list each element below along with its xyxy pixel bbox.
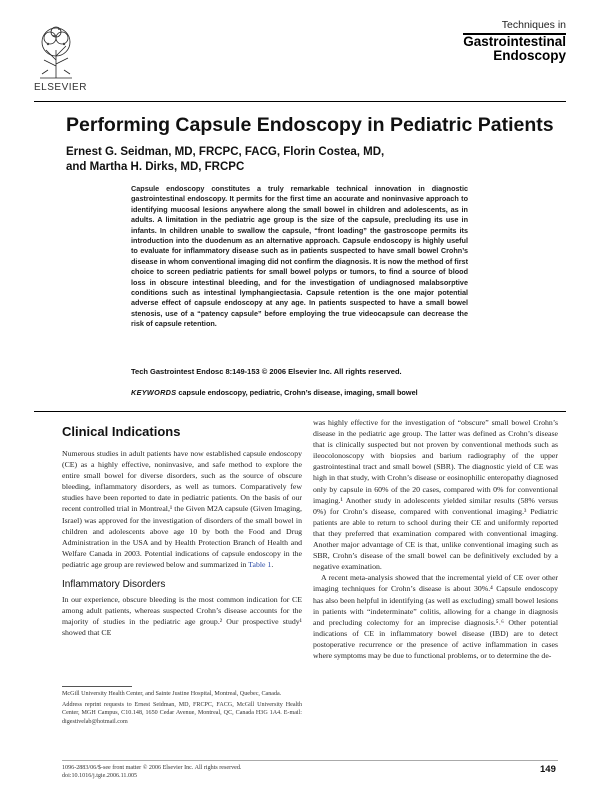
journal-title-line2: Gastrointestinal <box>463 34 566 50</box>
journal-title <box>463 20 566 63</box>
footer-issn: 1096-2883/06/$-see front matter © 2006 Elsevier Inc. All rights reserved. <box>62 765 242 771</box>
keywords-list: capsule endoscopy, pediatric, Crohn’s disease, imaging, small bowel <box>178 388 418 397</box>
paragraph-end: . <box>271 559 274 569</box>
paragraph: A recent meta-analysis showed that the incremental yield of CE over other imaging techniques for Crohn’s disease is about 30%.⁴ Capsule endoscopy has also been helpful in identifying (as well as excluding) small bowel lesions in patients with “indeterminate” colitis, allowing for a change in diagnosis and precluding colectomy for an imprecise diagnosis.⁵˒⁶ Other potential indications of CE in inflammatory bowel disease (IBD) are to detect postoperative recurrence or the presence of active inflammation in cases where symptoms may be due to functional problems, or to determine the de- <box>313 573 558 660</box>
journal-title-line1: Techniques in <box>501 19 566 31</box>
paragraph: In our experience, obscure bleeding is the most common indication for CE among adult patients, whereas suspected Crohn’s disease accounts for the majority of studies in the pediatric age group.² Our prospective study¹ showed that CE <box>62 595 302 638</box>
publisher-logo <box>34 20 78 82</box>
right-column <box>313 417 558 661</box>
left-column <box>62 424 302 638</box>
abstract-divider <box>34 411 566 412</box>
authors-line1: Ernest G. Seidman, MD, FRCPC, FACG, Florin Costea, MD, <box>66 146 385 158</box>
journal-title-line3: Endoscopy <box>493 48 566 64</box>
elsevier-tree-icon <box>34 20 78 82</box>
section-heading-clinical-indications: Clinical Indications <box>62 424 181 439</box>
header-divider <box>34 101 566 102</box>
keywords <box>131 388 471 397</box>
paragraph <box>62 448 302 570</box>
page-number: 149 <box>540 764 556 775</box>
authors-line2: and Martha H. Dirks, MD, FRCPC <box>66 161 245 173</box>
article-title: Performing Capsule Endoscopy in Pediatric Patients <box>66 114 554 136</box>
abstract: Capsule endoscopy constitutes a truly remarkable technical innovation in diagnostic gastrointestinal endoscopy. It permits for the first time an accurate and noninvasive approach to identifying mucosal lesions anywhere along the small bowel in children and adolescents, as in adults. A limitation in the pediatric age group is the size of the capsule, precluding its use in infants. In children unable to swallow the capsule, “front loading” the gastroscope permits its introduction into the duodenum as an alternative approach. Capsule endoscopy is highly useful to evaluate for inflammatory disease such as in patients suspected to have small bowel Crohn’s disease in whom conventional imaging did not confirm the diagnosis. It is now the method of first choice to screen pediatric patients for small bowel polyps or tumors, to find a source of blood loss in obscure intestinal bleeding, and for the investigation of undiagnosed malabsorptive conditions such as intestinal lymphangiectasia. Capsule retention is the one major potential adverse effect of capsule endoscopy at any age. In patients suspected to have a small bowel stenosis, use of a “patency capsule” before employing the true videocapsule can decrease the risk of capsule retention. <box>131 184 468 329</box>
footer-doi: doi:10.1016/j.tgie.2006.11.005 <box>62 773 138 780</box>
footnotes <box>62 690 302 728</box>
table-1-link[interactable]: Table 1 <box>248 559 272 569</box>
footnote-affiliation: McGill University Health Center, and Sainte Justine Hospital, Montreal, Quebec, Canada. <box>62 691 282 697</box>
citation: Tech Gastrointest Endosc 8:149-153 © 2006 Elsevier Inc. All rights reserved. <box>131 367 402 376</box>
footer-info <box>62 764 241 781</box>
article-authors <box>66 145 486 175</box>
footer-divider <box>62 760 558 761</box>
paragraph: was highly effective for the investigation of “obscure” small bowel Crohn’s disease in the pediatric age group. The latter was defined as Crohn’s disease that is clinically suspected but not proven by conventional methods such as ileocolonoscopy with biopsies and barium radiography of the upper gastrointestinal tract and small bowel (SBR). The diagnostic yield of CE was high in that study, with Crohn’s disease or eosinophilic enteropathy diagnosed only by capsule in 60% of the 20 cases, compared with 0% for conventional imaging.¹ Another study in adolescents yielded similar results (58% versus 0%) for Crohn’s disease, compared with conventional imaging.³ Pediatric patients are able to return to school during their CE and uniformly reported that they preferred that examination compared with conventional imaging. Another major advantage of CE is that, unlike conventional imaging such as SBR, Crohn’s disease of the small bowel can be definitively excluded by a negative examination. <box>313 418 558 572</box>
footnote-address: Address reprint requests to Ernest Seidman, MD, FRCPC, FACG, McGill University Health Center, MGH Campus, C10.148, 1650 Cedar Avenue, Montreal, QC, Canada H3G 1A4. E-mail: digestivelab@hotmail.com <box>62 701 302 725</box>
publisher-name: ELSEVIER <box>34 82 87 93</box>
keywords-label: KEYWORDS <box>131 388 177 397</box>
subheading-inflammatory-disorders: Inflammatory Disorders <box>62 579 166 591</box>
footnote-divider <box>62 686 132 687</box>
paragraph-text: Numerous studies in adult patients have now established capsule endoscopy (CE) as a highly effective, noninvasive, and safe method to explore the entire small bowel for diverse disorders, such as the source of obscure bleeding, inflammatory disorders, as well as tumors. Comparatively few studies have been reported to date in pediatric patients. On the basis of our recent controlled trial in Montreal,¹ the Given M2A capsule (Given Imaging, Israel) was approved for the investigation of disorders of the small bowel in children and adolescents above age 10 by both the Food and Drug Administration in the USA and by Health Protection Branch of Health and Welfare Canada in 2003. Potential indications of capsule endoscopy in the pediatric age group are reviewed below and summarized in <box>62 449 302 569</box>
